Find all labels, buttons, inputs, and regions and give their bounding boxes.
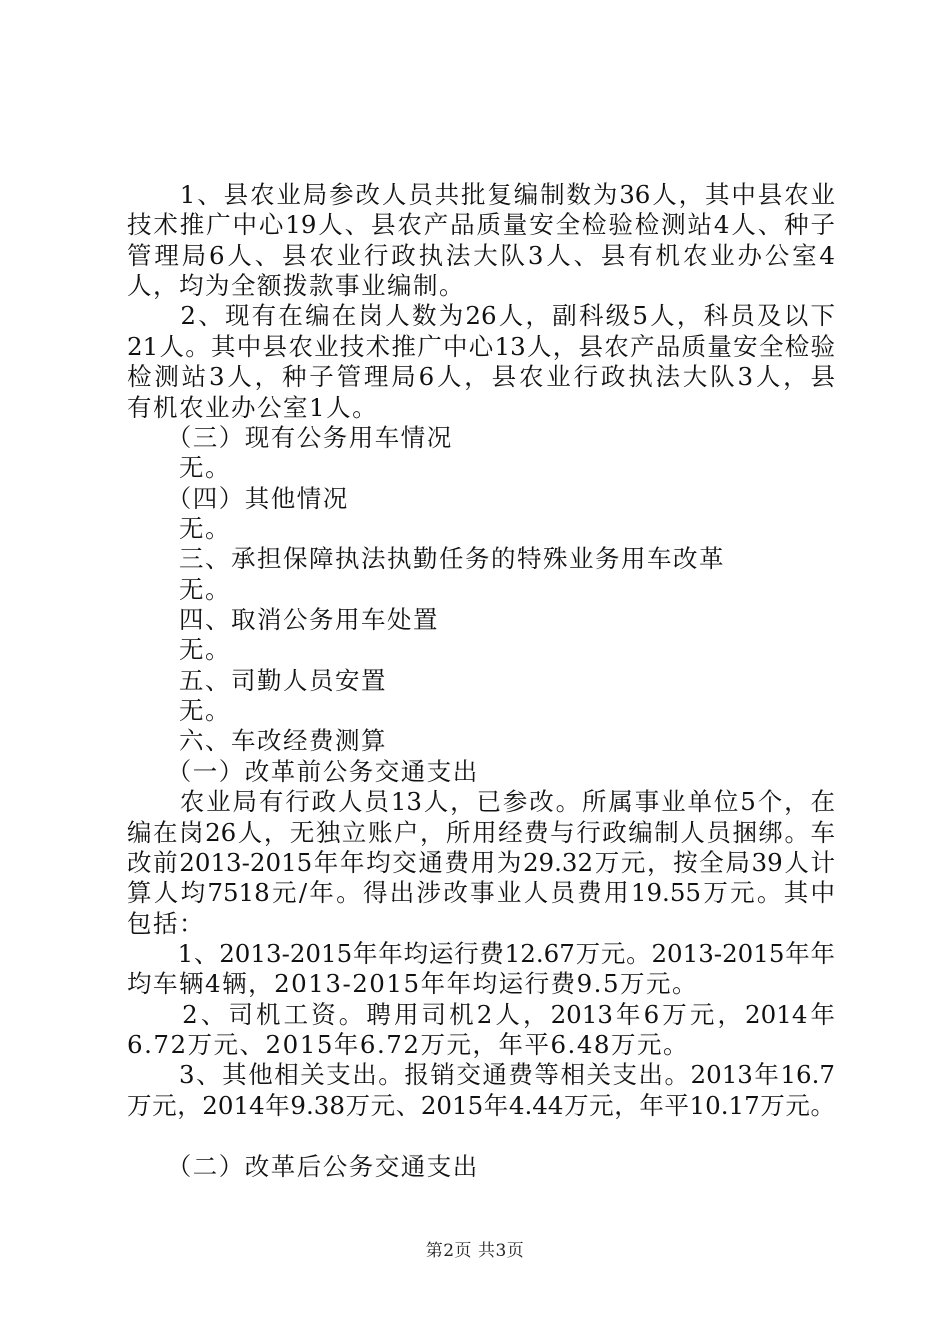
paragraph-line: 无。: [127, 514, 231, 543]
paragraph-line: 改前2013-2015年年均交通费用为29.32万元，按全局39人计: [127, 848, 835, 877]
paragraph-line: 均车辆4辆，2013-2015年年均运行费9.5万元。: [127, 969, 699, 998]
section-heading: 五、司勤人员安置: [127, 666, 387, 695]
section-heading: 六、车改经费测算: [127, 726, 387, 755]
section-heading: （三）现有公务用车情况: [127, 423, 453, 452]
paragraph-line: 无。: [127, 453, 231, 482]
section-heading: 三、承担保障执法执勤任务的特殊业务用车改革: [127, 544, 725, 573]
paragraph-line: 农业局有行政人员13人，已参改。所属事业单位5个，在: [127, 787, 835, 816]
paragraph-line: 无。: [127, 575, 231, 604]
paragraph-line: 编在岗26人，无独立账户，所用经费与行政编制人员捆绑。车: [127, 818, 835, 847]
section-heading: 四、取消公务用车处置: [127, 605, 439, 634]
paragraph-line: 万元，2014年9.38万元、2015年4.44万元，年平10.17万元。: [127, 1091, 835, 1120]
paragraph-line: 技术推广中心19人、县农产品质量安全检验检测站4人、种子: [127, 210, 835, 239]
paragraph-line: 6.72万元、2015年6.72万元，年平6.48万元。: [127, 1030, 690, 1059]
paragraph-line: 2、现有在编在岗人数为26人，副科级5人，科员及以下: [127, 301, 835, 330]
paragraph-line: 管理局6人、县农业行政执法大队3人、县有机农业办公室4: [127, 241, 835, 270]
section-heading: （四）其他情况: [127, 484, 349, 513]
paragraph-line: 3、其他相关支出。报销交通费等相关支出。2013年16.7: [127, 1060, 835, 1089]
paragraph-line: 有机农业办公室1人。: [127, 393, 379, 422]
paragraph-line: 21人。其中县农业技术推广中心13人，县农产品质量安全检验: [127, 332, 835, 361]
section-heading: （二）改革后公务交通支出: [127, 1152, 479, 1181]
paragraph-line: 1、2013-2015年年均运行费12.67万元。2013-2015年年: [127, 939, 835, 968]
paragraph-line: 检测站3人，种子管理局6人，县农业行政执法大队3人，县: [127, 362, 835, 391]
section-heading: （一）改革前公务交通支出: [127, 757, 479, 786]
paragraph-line: 2、司机工资。聘用司机2人，2013年6万元，2014年: [127, 1000, 835, 1029]
paragraph-line: 包括：: [127, 909, 205, 938]
paragraph-line: 人，均为全额拨款事业编制。: [127, 271, 465, 300]
paragraph-line: 无。: [127, 635, 231, 664]
page-footer: 第2页 共3页: [425, 1241, 525, 1261]
paragraph-line: 1、县农业局参改人员共批复编制数为36人，其中县农业: [127, 180, 835, 209]
paragraph-line: 无。: [127, 696, 231, 725]
paragraph-line: 算人均7518元/年。得出涉改事业人员费用19.55万元。其中: [127, 878, 835, 907]
